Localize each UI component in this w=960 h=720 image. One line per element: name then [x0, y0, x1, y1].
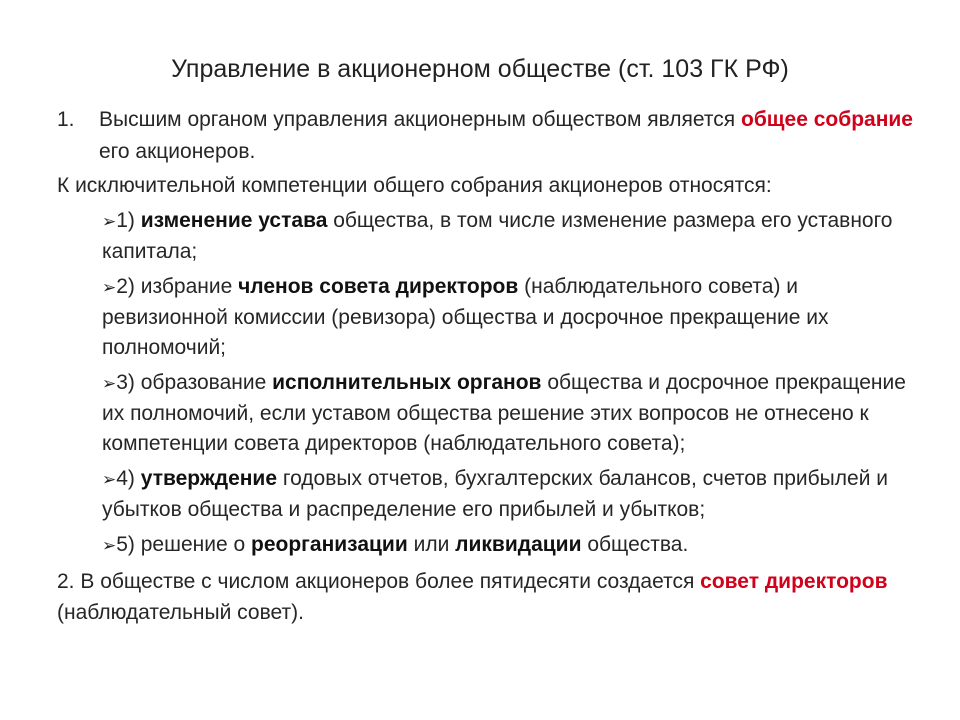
item-1	[57, 104, 917, 168]
item-1-number: 1.	[57, 108, 75, 131]
item-2	[57, 566, 917, 628]
list-item: ➢1) изменение устава общества, в том числе изменение размера его уставного капитала;	[102, 209, 893, 263]
arrow-bullet-icon: ➢	[102, 536, 117, 555]
list-item: ➢4) утверждение годовых отчетов, бухгалтерских балансов, счетов прибылей и убытков общества и распределение его прибылей и убытков;	[102, 467, 888, 521]
arrow-bullet-icon: ➢	[102, 374, 117, 393]
slide-title: Управление в акционерном обществе (ст. 103 ГК РФ)	[171, 55, 789, 83]
list-item: ➢2) избрание членов совета директоров (наблюдательного совета) и ревизионной комиссии (ревизора) общества и досрочное прекращение их полномочий;	[102, 275, 829, 359]
arrow-bullet-icon: ➢	[102, 278, 117, 297]
arrow-bullet-icon: ➢	[102, 212, 117, 231]
list-item: ➢3) образование исполнительных органов общества и досрочное прекращение их полномочий, если уставом общества решение этих вопросов не отнесено к компетенции совета директоров (наблюдательного совета);	[102, 371, 906, 455]
item-1-text-a: Высшим органом управления акционерным обществом является	[99, 108, 741, 131]
item-2-text-b: (наблюдательный совет).	[57, 601, 304, 624]
item-2-text-a: 2. В обществе с числом акционеров более пятидесяти создается	[57, 570, 701, 593]
intro-text: К исключительной компетенции общего собрания акционеров относятся:	[57, 174, 772, 197]
competence-list	[57, 206, 917, 561]
arrow-bullet-icon: ➢	[102, 470, 117, 489]
item-1-text-b: его акционеров.	[99, 140, 256, 163]
item-2-highlight: совет директоров	[700, 570, 888, 593]
slide-body	[57, 104, 917, 628]
item-1-highlight: общее собрание	[741, 108, 913, 131]
list-item: ➢5) решение о реорганизации или ликвидации общества.	[102, 533, 689, 556]
